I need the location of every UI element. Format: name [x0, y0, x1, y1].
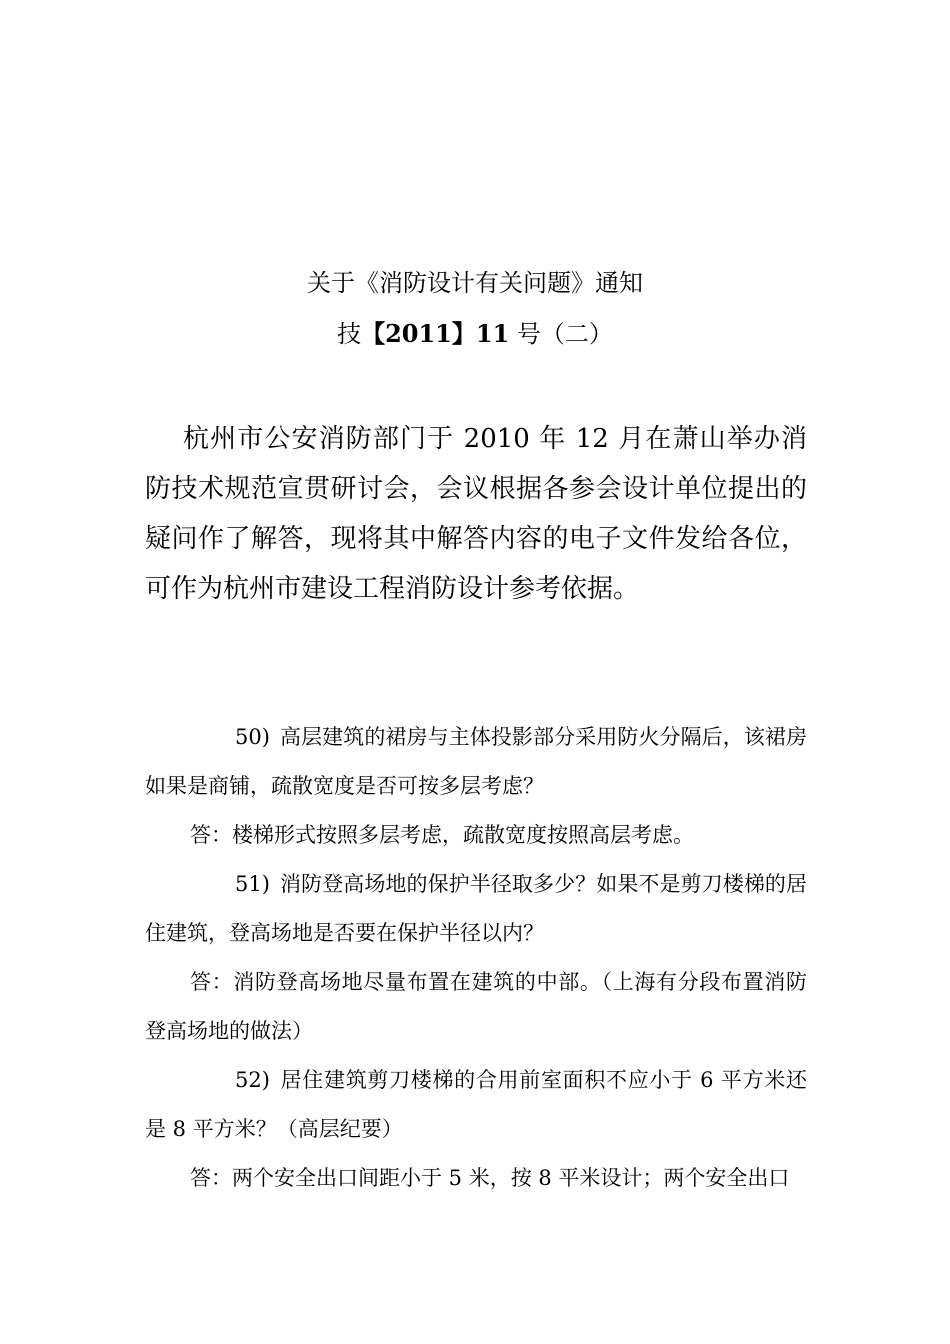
question-item [145, 860, 807, 958]
question-number: 51) [235, 872, 270, 896]
question-text: 消防登高场地的保护半径取多少？如果不是剪刀楼梯的居住建筑，登高场地是否要在保护半径以内？ [145, 872, 807, 945]
doc-number-prefix: 技 [337, 320, 362, 348]
qa-section [145, 713, 807, 1203]
document-title: 关于《消防设计有关问题》通知 [307, 269, 643, 297]
answer-item: 答：两个安全出口间距小于 5 米，按 8 平米设计；两个安全出口 [190, 1166, 790, 1190]
intro-section [145, 414, 807, 614]
intro-paragraph: 杭州市公安消防部门于 2010 年 12 月在萧山举办消防技术规范宣贯研讨会，会议根据各参会设计单位提出的疑问作了解答，现将其中解答内容的电子文件发给各位，可作为杭州市建设工程消防设计参考依据。 [145, 424, 807, 604]
question-item [145, 1056, 807, 1154]
doc-number-bracket-open: 【 [361, 319, 386, 348]
question-number: 52) [235, 1068, 270, 1092]
doc-number-bracket-close: 】 [451, 319, 476, 348]
question-number: 50) [235, 725, 270, 749]
question-item [145, 713, 807, 811]
answer-item: 答：消防登高场地尽量布置在建筑的中部。（上海有分段布置消防登高场地的做法） [145, 970, 807, 1043]
doc-number-year: 2011 [385, 319, 452, 348]
doc-number-suffix: 号（二） [516, 320, 613, 348]
document-number [0, 318, 950, 350]
question-text: 高层建筑的裙房与主体投影部分采用防火分隔后，该裙房如果是商铺，疏散宽度是否可按多层考虑？ [145, 725, 807, 798]
question-text: 居住建筑剪刀楼梯的合用前室面积不应小于 6 平方米还是 8 平方米？（高层纪要） [145, 1068, 807, 1141]
answer-item: 答：楼梯形式按照多层考虑，疏散宽度按照高层考虑。 [190, 823, 694, 847]
doc-number-value: 11 [475, 319, 510, 348]
